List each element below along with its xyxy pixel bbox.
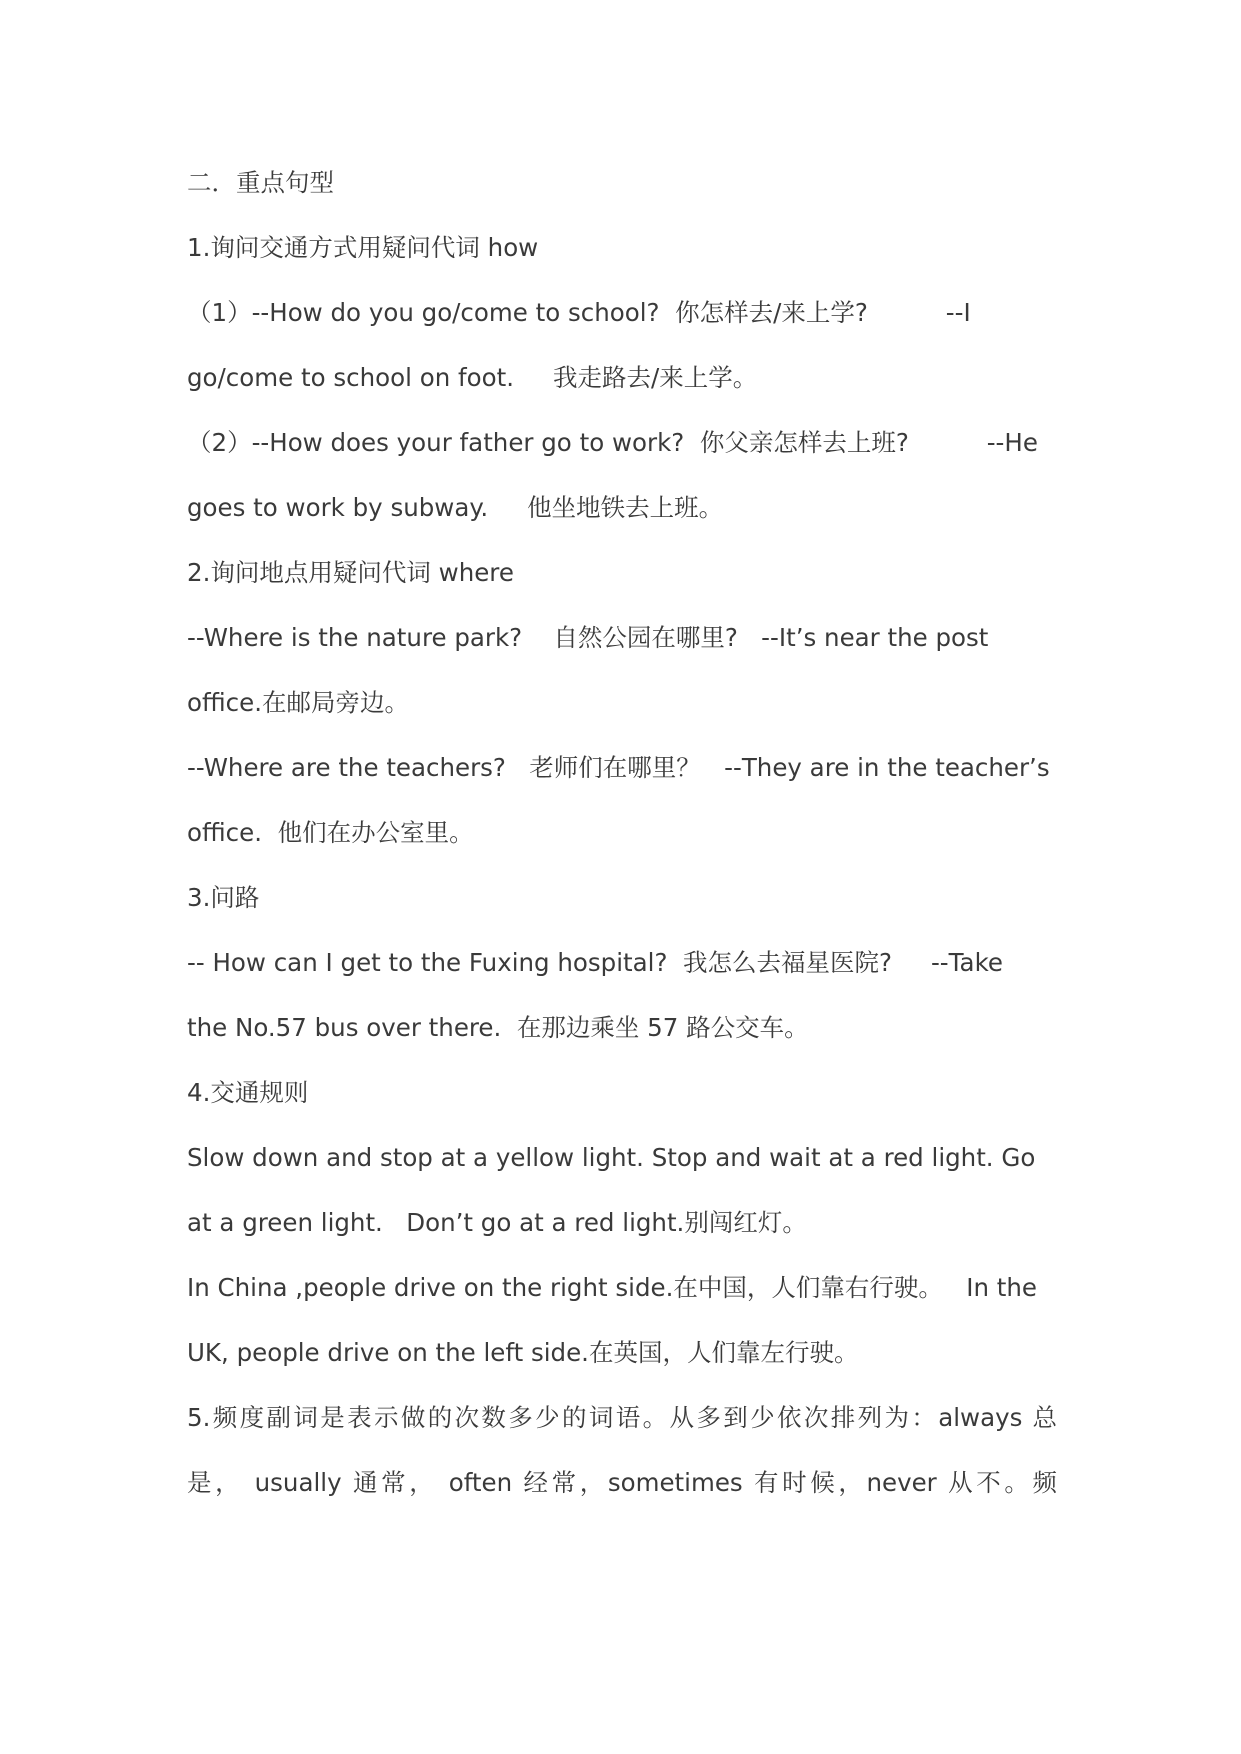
point-5-heading: 5.频度副词是表示做的次数多少的词语。从多到少依次排列为：always 总	[187, 1403, 1057, 1432]
text-line: In China ,people drive on the right side.在中国，人们靠右行驶。 In the	[187, 1273, 1037, 1302]
text-line: （2）--How does your father go to work? 你父亲怎样去上班? --He	[187, 428, 1038, 457]
point-2-heading: 2.询问地点用疑问代词 where	[187, 558, 514, 587]
text-line: -- How can I get to the Fuxing hospital? 我怎么去福星医院? --Take	[187, 948, 1003, 977]
point-4-heading: 4.交通规则	[187, 1078, 309, 1107]
text-line: goes to work by subway. 他坐地铁去上班。	[187, 493, 724, 522]
text-line: （1）--How do you go/come to school? 你怎样去/来上学? --I	[187, 298, 971, 327]
text-line: the No.57 bus over there. 在那边乘坐 57 路公交车。	[187, 1013, 809, 1042]
text-line: office.在邮局旁边。	[187, 688, 410, 717]
text-line: at a green light. Don’t go at a red light.别闯红灯。	[187, 1208, 807, 1237]
document-body	[187, 150, 1057, 1515]
section-heading: 二．重点句型	[187, 168, 334, 197]
text-line: --Where are the teachers? 老师们在哪里？ --They are in the teacher’s	[187, 753, 1050, 782]
point-3-heading: 3.问路	[187, 883, 260, 912]
text-line: office. 他们在办公室里。	[187, 818, 474, 847]
text-line: go/come to school on foot. 我走路去/来上学。	[187, 363, 758, 392]
point-1-heading: 1.询问交通方式用疑问代词 how	[187, 233, 539, 262]
text-line: Slow down and stop at a yellow light. Stop and wait at a red light. Go	[187, 1143, 1036, 1172]
text-line: --Where is the nature park? 自然公园在哪里? --It’s near the post	[187, 623, 989, 652]
text-line: 是， usually 通常， often 经常，sometimes 有时候，never 从不。频	[187, 1468, 1057, 1497]
text-line: UK, people drive on the left side.在英国，人们靠左行驶。	[187, 1338, 859, 1367]
